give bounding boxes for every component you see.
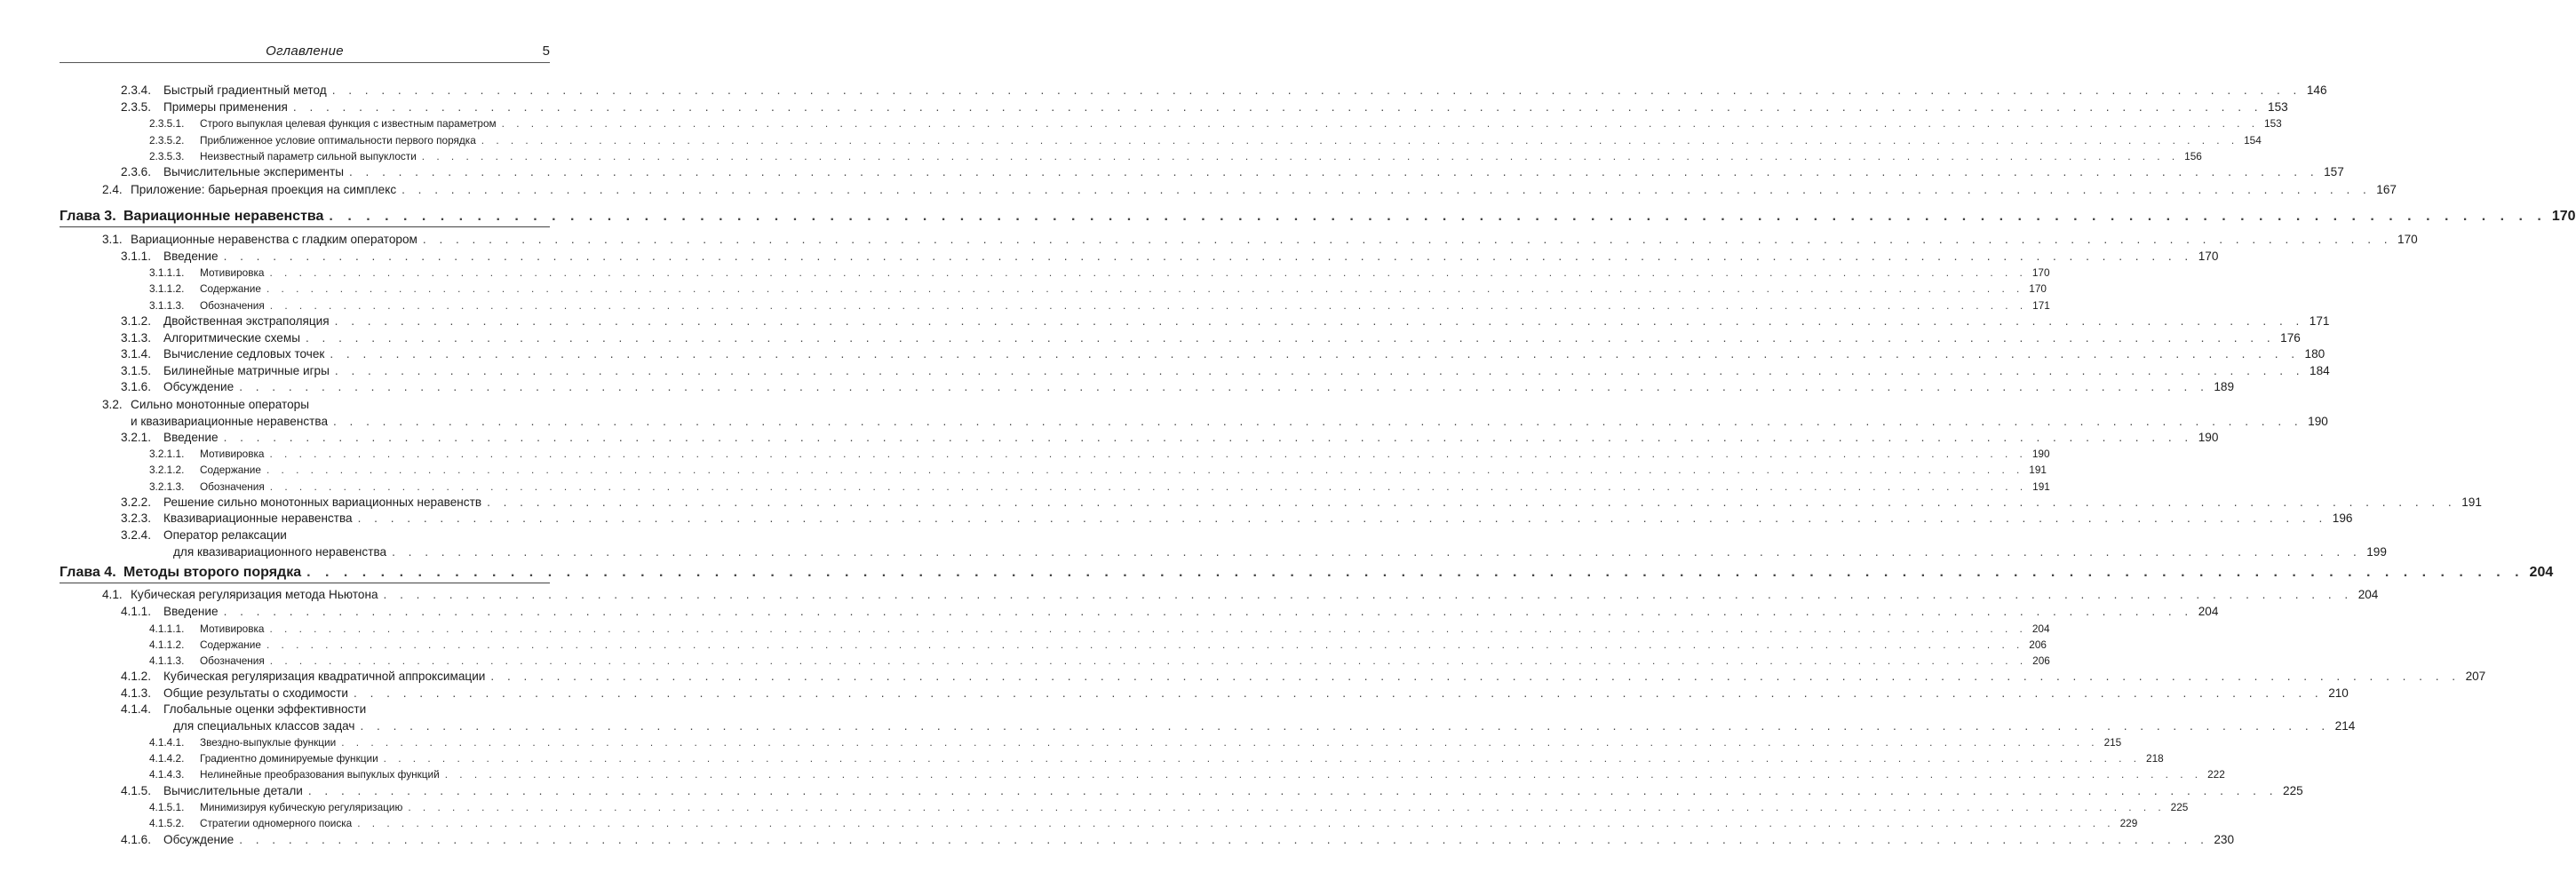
entry-page-number: 170 <box>2031 266 2050 279</box>
entry-title: Кубическая регуляризация квадратичной аппроксимации <box>163 670 486 683</box>
entry-number: 3.1.1.2. <box>149 282 185 295</box>
entry-title: Обозначения <box>200 299 265 312</box>
entry-page-number: 191 <box>2029 464 2047 476</box>
dot-leader: . . . . . . . . . . . . . . . . . . . . . . . . . . . . . . . . . . . . . . . . . . . . . . . . . . . . . . . . . . . . . . . . . . . . . . . . . . . . . . . . . . . . . . . . . . . . . . . . . . . . . . . . . . . . . . . . . . . . . . . . <box>307 784 2278 797</box>
toc-entry[interactable] <box>0 686 2349 702</box>
dot-leader: . . . . . . . . . . . . . . . . . . . . . . . . . . . . . . . . . . . . . . . . . . . . . . . . . . . . . . . . . . . . . . . . . . . . . . . . . . . . . . . . . . . . . . . . . . . . . . . . . . . . . . . . . . . . . . . . . . . . . . . . <box>422 233 2393 246</box>
entry-number: 4.1.4.3. <box>149 768 185 781</box>
entry-title: Мотивировка <box>200 266 265 279</box>
entry-title: Мотивировка <box>200 622 265 635</box>
dot-leader: . . . . . . . . . . . . . . . . . . . . . . . . . . . . . . . . . . . . . . . . . . . . . . . . . . . . . . . . . . . . . . . . . . . . . . . . . . . . . . . . . . . . . . . . . . . . . . . . . . . . . . . . . . . . . . . . . . . . . . . . <box>481 134 2239 147</box>
entry-number: 4.1.1.3. <box>149 654 185 667</box>
toc-entry[interactable] <box>0 605 2219 621</box>
toc-entry[interactable] <box>0 638 2047 654</box>
entry-number: 3.2.2. <box>121 496 152 509</box>
entry-title: Вычисление седловых точек <box>163 347 325 361</box>
entry-title: Введение <box>163 431 219 444</box>
toc-entry[interactable] <box>0 702 2356 735</box>
entry-page-number: 146 <box>2306 83 2327 97</box>
entry-title: Нелинейные преобразования выпуклых функций <box>200 768 440 781</box>
toc-entry[interactable] <box>0 347 2326 363</box>
entry-title: Алгоритмические схемы <box>163 331 300 345</box>
entry-page-number: 204 <box>2357 588 2379 601</box>
entry-number: 3.1.1.1. <box>149 266 185 279</box>
entry-title: Быстрый градиентный метод <box>163 83 327 97</box>
toc-entry[interactable] <box>0 588 2379 604</box>
entry-number: 3.1.2. <box>121 314 152 328</box>
dot-leader: . . . . . . . . . . . . . . . . . . . . . . . . . . . . . . . . . . . . . . . . . . . . . . . . . . . . . . . . . . . . . . . . . . . . . . . . . . . . . . . . . . . . . . . . . . . . . . . . . . . . . . . . . . . . . . . . . . . . . . . . <box>444 768 2203 781</box>
dot-leader: . . . . . . . . . . . . . . . . . . . . . . . . . . . . . . . . . . . . . . . . . . . . . . . . . . . . . . . . . . . . . . . . . . . . . . . . . . . . . . . . . . . . . . . . . . . . . . . . . . . . . . . . . . . . . . . . . . . . . . . . <box>269 448 2027 460</box>
entry-page-number: 170 <box>2198 250 2219 263</box>
dot-leader: . . . . . . . . . . . . . . . . . . . . . . . . . . . . . . . . . . . . . . . . . . . . . . . . . . . . . . . . . . . . . . . . . . . . . . . . . . . . . . . . . . . . . . . . . . . . . . . . . . . . . . . . . . . . . . . . . . . . . . . . <box>266 464 2024 476</box>
entry-number: Глава 3. <box>60 209 116 224</box>
dot-leader: . . . . . . . . . . . . . . . . . . . . . . . . . . . . . . . . . . . . . . . . . . . . . . . . . . . . . . . . . . . . . . . . . . . . . . . . . . . . . . . . . . . . . . . . . . . . . . . . . . . . . . . . . . . . . . . . . . . . . . . . <box>402 183 2372 196</box>
toc-entry[interactable] <box>0 816 2138 832</box>
entry-page-number: 191 <box>2032 480 2050 493</box>
dot-leader: . . . . . . . . . . . . . . . . . . . . . . . . . . . . . . . . . . . . . . . . . . . . . . . . . . . . . . . . . . . . . . . . . . . . . . . . . . . . . . . . . . . . . . . . . . . . . . . . . . . . . . . . . . . . . . . . . . . . . . . . <box>348 165 2319 178</box>
entry-title: Общие результаты о сходимости <box>163 686 349 700</box>
entry-number: 3.2.1. <box>121 431 152 444</box>
entry-number: 4.1. <box>102 588 123 601</box>
toc-entry[interactable] <box>0 511 2353 527</box>
entry-page-number: 189 <box>2214 380 2235 393</box>
entry-number: 3.1.4. <box>121 347 152 361</box>
entry-title: Обсуждение <box>163 833 235 846</box>
entry-title: Билинейные матричные игры <box>163 364 330 377</box>
dot-leader: . . . . . . . . . . . . . . . . . . . . . . . . . . . . . . . . . . . . . . . . . . . . . . . . . . . . . . . . . . . . . . . . . . . . . . . . . . . . . . . . . . . . . . . . . . . . . . . . . . . . . . . . . . . . . . . . . . . . . . . . <box>360 719 2330 733</box>
entry-page-number: 180 <box>2304 347 2326 361</box>
entry-page-number: 206 <box>2032 654 2050 667</box>
toc-entry[interactable] <box>0 447 2050 463</box>
dot-leader: . . . . . . . . . . . . . . . . . . . . . . . . . . . . . . . . . . . . . . . . . . . . . . . . . . . . . . . . . . . . . . . . . . . . . . . . . . . . . . . . . . . . . . . . . . . . . . . . . . . . . . . . . . . . . . . . . . . . . . . . <box>357 511 2327 525</box>
entry-title: Минимизируя кубическую регуляризацию <box>200 801 403 813</box>
dot-leader: . . . . . . . . . . . . . . . . . . . . . . . . . . . . . . . . . . . . . . . . . . . . . . . . . . . . . . . . . . . . . . . . . . . . . . . . . . . . . . . . . . . . . . . . . . . . . . . . . . . . . . . . . . . . . . . . . . . . . . . . <box>305 331 2276 345</box>
entry-page-number: 153 <box>2268 100 2288 114</box>
entry-title: Стратегии одномерного поиска <box>200 817 353 829</box>
running-title: Оглавление <box>266 44 344 59</box>
entry-page-number: 218 <box>2146 752 2164 765</box>
chapter-rule <box>60 226 550 227</box>
entry-number: 4.1.4. <box>121 702 152 716</box>
dot-leader: . . . . . . . . . . . . . . . . . . . . . . . . . . . . . . . . . . . . . . . . . . . . . . . . . . . . . . . . . . . . . . . . . . . . . . . . . . . . . . . . . . . . . . . . . . . . . . . . . . . . . . . . . . . . . . . . . . . . . . . . <box>269 654 2028 667</box>
entry-page-number: 225 <box>2170 801 2189 813</box>
dot-leader: . . . . . . . . . . . . . . . . . . . . . . . . . . . . . . . . . . . . . . . . . . . . . . . . . . . . . . . . . . . . . . . . . . . . . . . . . . . . . . . . . . . . . . . . . . . . . . . . . . . . . . . . . . . . . . . . . . . . . . . . <box>333 415 2303 428</box>
entry-page-number: 204 <box>2529 565 2554 580</box>
entry-page-number: 207 <box>2465 670 2486 683</box>
dot-leader: . . . . . . . . . . . . . . . . . . . . . . . . . . . . . . . . . . . . . . . . . . . . . . . . . . . . . . . . . . . . . . . . . . . . . . . . . . . . . . . . . . . . . . . . . . . . . . . . . . . . . . . . . . . . . . . . . . . . . . . . <box>223 605 2193 618</box>
toc-entry[interactable] <box>0 116 2282 132</box>
entry-page-number: 206 <box>2029 638 2047 651</box>
toc-entry[interactable] <box>0 654 2050 670</box>
entry-number: 4.1.1. <box>121 605 152 618</box>
dot-leader: . . . . . . . . . . . . . . . . . . . . . . . . . . . . . . . . . . . . . . . . . . . . . . . . . . . . . . . . . . . . . . . . . . . . . . . . . . . . . . . . . . . . . . . . . . . . . . . . . . . . . . . . . . . . . . . . . . . . . . . . <box>269 266 2027 279</box>
entry-page-number: 170 <box>2551 209 2576 224</box>
toc-entry[interactable] <box>0 735 2122 751</box>
dot-leader: . . . . . . . . . . . . . . . . . . . . . . . . . . . . . . . . . . . . . . . . . . . . . . . . . . . . . . . . . . . . . . . . . . . . . . . . . . . . . . . . . . . . . . . . . . . . . . . . . . . . . . . . . . . . . . . . . . . . . . . . <box>266 282 2024 295</box>
entry-title-continued: для специальных классов задач <box>173 719 355 733</box>
toc-entry[interactable] <box>0 281 2047 297</box>
dot-leader: . . . . . . . . . . . . . . . . . . . . . . . . . . . . . . . . . . . . . . . . . . . . . . . . . . . . . . . . . . . . . . . . . . . . . . . . . . . . . . . . . . . . . . . . . . . . . . . . . . . . . . . . . . . . . . . . . . . . . . . . <box>269 299 2028 312</box>
entry-number: 3.1. <box>102 233 123 246</box>
entry-number: 3.1.1. <box>121 250 152 263</box>
entry-title: Примеры применения <box>163 100 288 114</box>
toc-entry[interactable] <box>0 751 2164 767</box>
dot-leader: . . . . . . . . . . . . . . . . . . . . . . . . . . . . . . . . . . . . . . . . . . . . . . . . . . . . . . . . . . . . . . . . . . . . . . . . . . . . . . . . . . . . . . . . . . . . . . . . . . . . . . . . . . . . . . . . . . . . . . . . <box>223 250 2193 263</box>
toc-entry[interactable] <box>0 784 2303 800</box>
toc-entry[interactable] <box>0 496 2482 511</box>
dot-leader: . . . . . . . . . . . . . . . . . . . . . . . . . . . . . . . . . . . . . . . . . . . . . . . . . . . . . . . . . . . . . . . . . . . . . . . . . . . . . . . . . . . . . . . . . . . . . . . . . . . . . . . . . . . . . . . . . . . . . . . . <box>341 736 2099 749</box>
entry-number: Глава 4. <box>60 565 116 580</box>
dot-leader: . . . . . . . . . . . . . . . . . . . . . . . . . . . . . . . . . . . . . . . . . . . . . . . . . . . . . . . . . . . . . . . . . . . . . . . . . . . . . . . . . . . . . . . . . . . . . . . . . . . . . . . . . . . . . . . . . . . . . . . . <box>223 431 2193 444</box>
entry-page-number: 190 <box>2308 415 2328 428</box>
entry-page-number: 204 <box>2031 622 2050 635</box>
toc-entry[interactable] <box>0 528 2387 561</box>
entry-title: Вариационные неравенства <box>123 209 324 224</box>
toc-entry[interactable] <box>0 622 2050 638</box>
entry-title-continued: для квазивариационного неравенства <box>173 545 387 559</box>
entry-page-number: 157 <box>2324 165 2344 178</box>
entry-number: 4.1.1.2. <box>149 638 185 651</box>
entry-page-number: 230 <box>2214 833 2235 846</box>
entry-page-number: 184 <box>2310 364 2330 377</box>
dot-leader: . . . . . . . . . . . . . . . . . . . . . . . . . . . . . . . . . . . . . . . . . . . . . . . . . . . . . . . . . . . . . . . . . . . . . . . . . . . . . . . . . . . . . . . . . . . . . . . . . . . . . . . . . . . . . . . . . . . . . . . . <box>331 83 2302 97</box>
entry-title: Оператор релаксации <box>163 528 287 542</box>
dot-leader: . . . . . . . . . . . . . . . . . . . . . . . . . . . . . . . . . . . . . . . . . . . . . . . . . . . . . . . . . . . . . . . . . . . . . . . . . . . . . . . . . . . . . . . . . . . . . . . . . . . . . . . . . . . . . . . . . . . . . . . . <box>383 752 2142 765</box>
entry-number: 3.1.6. <box>121 380 152 393</box>
dot-leader: . . . . . . . . . . . . . . . . . . . . . . . . . . . . . . . . . . . . . . . . . . . . . . . . . . . . . . . . . . . . . . . . . . . . . . . . . . . . . . . . . . . . . . . . . . . . . . . . . . . . . . . . . . . . . . . . . . . . . . . . <box>330 347 2300 361</box>
entry-number: 2.4. <box>102 183 123 196</box>
toc-entry[interactable] <box>0 331 2301 347</box>
entry-title: Обозначения <box>200 654 265 667</box>
toc-entry[interactable] <box>0 670 2486 686</box>
entry-number: 4.1.2. <box>121 670 152 683</box>
entry-title: Квазивариационные неравенства <box>163 511 353 525</box>
entry-title-continued: и квазивариационные неравенства <box>131 415 328 428</box>
entry-number: 4.1.5.1. <box>149 801 185 813</box>
entry-title: Введение <box>163 605 219 618</box>
entry-number: 2.3.5.1. <box>149 117 185 130</box>
entry-page-number: 215 <box>2103 736 2122 749</box>
entry-title: Звездно-выпуклые функции <box>200 736 337 749</box>
entry-title: Введение <box>163 250 219 263</box>
entry-page-number: 229 <box>2119 817 2138 829</box>
entry-title: Решение сильно монотонных вариационных неравенств <box>163 496 482 509</box>
toc-entry[interactable] <box>0 480 2050 496</box>
dot-leader: . . . . . . . . . . . . . . . . . . . . . . . . . . . . . . . . . . . . . . . . . . . . . . . . . . . . . . . . . . . . . . . . . . . . . . . . . . . . . . . . . . . . . . . . . . . . . . . . . . . . . . . . . . . . . . . . . . . . . . . . <box>392 545 2362 559</box>
toc-entry[interactable] <box>0 314 2330 330</box>
toc-entry[interactable] <box>0 800 2189 816</box>
dot-leader: . . . . . . . . . . . . . . . . . . . . . . . . . . . . . . . . . . . . . . . . . . . . . . . . . . . . . . . . . . . . . . . . . . . . . . . . . . . . . . . . . . . . . . . . . . . . . . . . . . . . . . . . . . . . . . . . . . . . . . . . <box>269 622 2027 635</box>
chapter-entry[interactable] <box>0 209 2576 225</box>
dot-leader: . . . . . . . . . . . . . . . . . . . . . . . . . . . . . . . . . . . . . . . . . . . . . . . . . . . . . . . . . . . . . . . . . . . . . . . . . . . . . . . . . . . . . . . . . . . . . . . . . . . . . . . . . . . . . . . . . . . . . . . . <box>266 638 2024 651</box>
toc-entry[interactable] <box>0 266 2050 281</box>
entry-number: 2.3.5.3. <box>149 150 185 163</box>
entry-page-number: 171 <box>2309 314 2330 328</box>
entry-number: 3.1.1.3. <box>149 299 185 312</box>
entry-number: 2.3.5. <box>121 100 152 114</box>
entry-number: 3.2.3. <box>121 511 152 525</box>
page-number: 5 <box>542 44 550 59</box>
entry-number: 4.1.6. <box>121 833 152 846</box>
entry-title: Глобальные оценки эффективности <box>163 702 367 716</box>
entry-number: 3.2.1.2. <box>149 464 185 476</box>
entry-page-number: 170 <box>2029 282 2047 295</box>
entry-page-number: 153 <box>2264 117 2282 130</box>
entry-number: 4.1.5.2. <box>149 817 185 829</box>
toc-entry[interactable] <box>0 833 2235 849</box>
entry-title: Сильно монотонные операторы <box>131 398 309 411</box>
entry-number: 4.1.5. <box>121 784 152 797</box>
entry-number: 4.1.1.1. <box>149 622 185 635</box>
entry-number: 4.1.3. <box>121 686 152 700</box>
entry-number: 3.2.1.3. <box>149 480 185 493</box>
entry-page-number: 171 <box>2032 299 2050 312</box>
entry-title: Строго выпуклая целевая функция с известным параметром <box>200 117 497 130</box>
toc-entry[interactable] <box>0 100 2288 116</box>
entry-title: Обозначения <box>200 480 265 493</box>
entry-title: Вычислительные детали <box>163 784 303 797</box>
entry-title: Приближенное условие оптимальности первого порядка <box>200 134 476 147</box>
entry-number: 2.3.4. <box>121 83 152 97</box>
entry-number: 2.3.5.2. <box>149 134 185 147</box>
entry-page-number: 154 <box>2244 134 2262 147</box>
dot-leader: . . . . . . . . . . . . . . . . . . . . . . . . . . . . . . . . . . . . . . . . . . . . . . . . . . . . . . . . . . . . . . . . . . . . . . . . . . . . . . . . . . . . . . . . . . . . . . . . . . . . . . . . . . . . . . . . . . . . . . . . <box>501 117 2260 130</box>
entry-number: 2.3.6. <box>121 165 152 178</box>
dot-leader: . . . . . . . . . . . . . . . . . . . . . . . . . . . . . . . . . . . . . . . . . . . . . . . . . . . . . . . . . . . . . . . . . . . . . . . . . . . . . . . . . . . . . . . . . . . . . . . . . . . . . . . . . . . . . . . . . . . . . . . . <box>334 364 2305 377</box>
toc-entry[interactable] <box>0 431 2219 447</box>
dot-leader: . . . . . . . . . . . . . . . . . . . . . . . . . . . . . . . . . . . . . . . . . . . . . . . . . . . . . . . . . . . . . . . . . . . . . . . . . . . . . . . . . . . . . . . . . . . . . . . . . . . . . . . . . . . . . . . . . . . . . . . . <box>408 801 2166 813</box>
dot-leader: . . . . . . . . . . . . . . . . . . . . . . . . . . . . . . . . . . . . . . . . . . . . . . . . . . . . . . . . . . . . . . . . . . . . . . . . . . . . . . . . . . . . . . . . . . . . . . . . . . . . . . . . . . . . . . . . . . . . . . . . <box>383 588 2353 601</box>
chapter-entry[interactable] <box>0 565 2554 581</box>
toc-entry[interactable] <box>0 83 2327 99</box>
entry-title: Приложение: барьерная проекция на симплекс <box>131 183 397 196</box>
toc-entry[interactable] <box>0 398 2328 431</box>
entry-title: Вариационные неравенства с гладким оператором <box>131 233 417 246</box>
dot-leader: . . . . . . . . . . . . . . . . . . . . . . . . . . . . . . . . . . . . . . . . . . . . . . . . . . . . . . . . . . . . . . . . . . . . . . . . . . . . . . . . . . . . . . . . . . . . . . . . . . . . . . . . . . . . . . . . . . . . . . . . <box>490 670 2461 683</box>
entry-page-number: 225 <box>2283 784 2303 797</box>
entry-page-number: 196 <box>2332 511 2353 525</box>
dot-leader: . . . . . . . . . . . . . . . . . . . . . . . . . . . . . . . . . . . . . . . . . . . . . . . . . . . . . . . . . . . . . . . . . . . . . . . . . . . . . . . . . . . . . . . . . . . . . . . . . . . . . . . . . . . . . . . . . . . . . . . . <box>421 150 2180 163</box>
entry-number: 3.2. <box>102 398 123 411</box>
dot-leader: . . . . . . . . . . . . . . . . . . . . . . . . . . . . . . . . . . . . . . . . . . . . . . . . . . . . . . . . . . . . . . . . . . . . . . . . . . . . . . . . . . . . . . . . . . . . . . . . . . . . . . . . . . . . . . . . . . . . . . . . <box>239 833 2209 846</box>
toc-entry[interactable] <box>0 133 2262 149</box>
entry-title: Обсуждение <box>163 380 235 393</box>
entry-title: Содержание <box>200 464 261 476</box>
entry-page-number: 191 <box>2461 496 2482 509</box>
entry-number: 4.1.4.2. <box>149 752 185 765</box>
entry-page-number: 190 <box>2031 448 2050 460</box>
entry-page-number: 170 <box>2397 233 2418 246</box>
dot-leader: . . . . . . . . . . . . . . . . . . . . . . . . . . . . . . . . . . . . . . . . . . . . . . . . . . . . . . . . . . . . . . . . . . . . . . . . . . . . . . . . . . . . . . . . . . . . . . . . . . . . . . . . . . . . . . . . . . . . . . . . <box>292 100 2263 114</box>
toc-entry[interactable] <box>0 149 2202 165</box>
entry-number: 4.1.4.1. <box>149 736 185 749</box>
entry-title: Двойственная экстраполяция <box>163 314 330 328</box>
entry-page-number: 222 <box>2207 768 2225 781</box>
toc-entry[interactable] <box>0 298 2050 314</box>
toc-entry[interactable] <box>0 165 2344 181</box>
entry-number: 3.2.4. <box>121 528 152 542</box>
dot-leader: . . . . . . . . . . . . . . . . . . . . . . . . . . . . . . . . . . . . . . . . . . . . . . . . . . . . . . . . . . . . . . . . . . . . . . . . . . . . . . . . . . . . . . . . . . . . . . . . . . . . . . . . . . . . . . . . . . . . . . . . <box>334 314 2304 328</box>
entry-title: Градиентно доминируемые функции <box>200 752 378 765</box>
entry-page-number: 156 <box>2184 150 2202 163</box>
entry-page-number: 210 <box>2328 686 2349 700</box>
toc-entry[interactable] <box>0 767 2225 783</box>
entry-title: Кубическая регуляризация метода Ньютона <box>131 588 378 601</box>
toc-entry[interactable] <box>0 364 2330 380</box>
entry-title: Вычислительные эксперименты <box>163 165 344 178</box>
entry-page-number: 204 <box>2198 605 2219 618</box>
entry-title: Методы второго порядка <box>123 565 302 580</box>
entry-number: 3.1.3. <box>121 331 152 345</box>
entry-title: Содержание <box>200 638 261 651</box>
dot-leader: . . . . . . . . . . . . . . . . . . . . . . . . . . . . . . . . . . . . . . . . . . . . . . . . . . . . . . . . . . . . . . . . . . . . . . . . . . . . . . . . . . . . . . . . . . . . . . . . . . . . . . . . . . . . . . . . . . . . . . . . <box>487 496 2457 509</box>
dot-leader: . . . . . . . . . . . . . . . . . . . . . . . . . . . . . . . . . . . . . . . . . . . . . . . . . . . . . . . . . . . . . . . . . . . . . . . . . . . . . . . . . . . . . . . . . . . . . . . . . . . . . . . . . . . . . . . . . . . . . . . . <box>306 565 2524 580</box>
entry-title: Неизвестный параметр сильной выпуклости <box>200 150 417 163</box>
toc-entry[interactable] <box>0 250 2219 266</box>
entry-title: Мотивировка <box>200 448 265 460</box>
entry-page-number: 214 <box>2334 719 2356 733</box>
entry-number: 3.1.5. <box>121 364 152 377</box>
dot-leader: . . . . . . . . . . . . . . . . . . . . . . . . . . . . . . . . . . . . . . . . . . . . . . . . . . . . . . . . . . . . . . . . . . . . . . . . . . . . . . . . . . . . . . . . . . . . . . . . . . . . . . . . . . . . . . . . . . . . . . . . <box>357 817 2115 829</box>
dot-leader: . . . . . . . . . . . . . . . . . . . . . . . . . . . . . . . . . . . . . . . . . . . . . . . . . . . . . . . . . . . . . . . . . . . . . . . . . . . . . . . . . . . . . . . . . . . . . . . . . . . . . . . . . . . . . . . . . . . . . . . . <box>329 209 2547 224</box>
entry-page-number: 167 <box>2376 183 2397 196</box>
entry-page-number: 199 <box>2366 545 2387 559</box>
dot-leader: . . . . . . . . . . . . . . . . . . . . . . . . . . . . . . . . . . . . . . . . . . . . . . . . . . . . . . . . . . . . . . . . . . . . . . . . . . . . . . . . . . . . . . . . . . . . . . . . . . . . . . . . . . . . . . . . . . . . . . . . <box>239 380 2209 393</box>
dot-leader: . . . . . . . . . . . . . . . . . . . . . . . . . . . . . . . . . . . . . . . . . . . . . . . . . . . . . . . . . . . . . . . . . . . . . . . . . . . . . . . . . . . . . . . . . . . . . . . . . . . . . . . . . . . . . . . . . . . . . . . . <box>269 480 2028 493</box>
entry-number: 3.2.1.1. <box>149 448 185 460</box>
toc-entry[interactable] <box>0 463 2047 479</box>
dot-leader: . . . . . . . . . . . . . . . . . . . . . . . . . . . . . . . . . . . . . . . . . . . . . . . . . . . . . . . . . . . . . . . . . . . . . . . . . . . . . . . . . . . . . . . . . . . . . . . . . . . . . . . . . . . . . . . . . . . . . . . . <box>354 686 2324 700</box>
toc-entry[interactable] <box>0 380 2235 396</box>
entry-page-number: 190 <box>2198 431 2219 444</box>
entry-page-number: 176 <box>2280 331 2301 345</box>
entry-title: Содержание <box>200 282 261 295</box>
toc-entry[interactable] <box>0 183 2397 199</box>
toc-entry[interactable] <box>0 233 2418 249</box>
